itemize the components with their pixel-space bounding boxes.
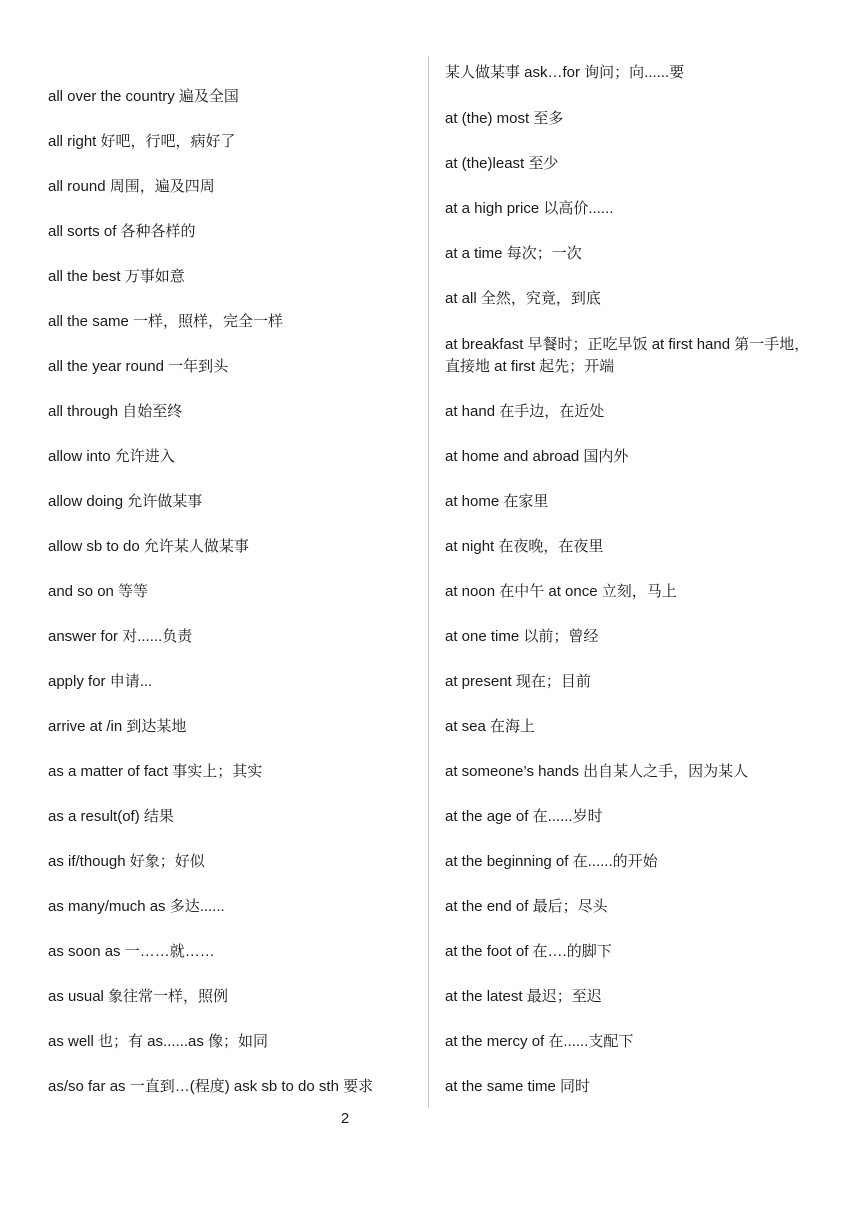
phrase-entry: at someone’s hands 出自某人之手，因为某人 bbox=[445, 763, 749, 780]
phrase-entry: at night 在夜晚，在夜里 bbox=[445, 538, 604, 555]
phrase-entry: at present 现在；目前 bbox=[445, 673, 591, 690]
phrase-entry: allow doing 允许做某事 bbox=[48, 493, 203, 510]
phrase-entry: at (the) most 至多 bbox=[445, 110, 564, 127]
phrase-entry: at a time 每次；一次 bbox=[445, 245, 582, 262]
phrase-entry: at a high price 以高价...... bbox=[445, 200, 614, 217]
phrase-entry: and so on 等等 bbox=[48, 583, 149, 600]
phrase-entry: all the best 万事如意 bbox=[48, 268, 185, 285]
phrase-entry: all through 自始至终 bbox=[48, 403, 183, 420]
phrase-entry: at all 全然，究竟，到底 bbox=[445, 290, 601, 307]
phrase-entry: at home 在家里 bbox=[445, 493, 549, 510]
phrase-entry: apply for 申请... bbox=[48, 673, 153, 690]
phrase-entry: at hand 在手边，在近处 bbox=[445, 403, 605, 420]
phrase-entry: all sorts of 各种各样的 bbox=[48, 223, 196, 240]
phrase-entry: all over the country 遍及全国 bbox=[48, 88, 239, 105]
phrase-entry: as/so far as 一直到…(程度) ask sb to do sth 要求 bbox=[48, 1078, 374, 1095]
phrase-entry: as soon as 一……就…… bbox=[48, 943, 215, 960]
phrase-entry: 某人做某事 ask…for 询问；向......要 bbox=[445, 64, 685, 81]
phrase-entry: at one time 以前；曾经 bbox=[445, 628, 599, 645]
phrase-entry: as usual 象往常一样，照例 bbox=[48, 988, 229, 1005]
phrase-entry: at (the)least 至少 bbox=[445, 155, 559, 172]
phrase-entry: at breakfast 早餐时；正吃早饭 at first hand 第一手地，直接地 at first 起先；开端 bbox=[445, 336, 810, 375]
phrase-entry: at sea 在海上 bbox=[445, 718, 536, 735]
phrase-entry: at the same time 同时 bbox=[445, 1078, 591, 1095]
phrase-entry: as a result(of) 结果 bbox=[48, 808, 174, 825]
phrase-entry: as many/much as 多达...... bbox=[48, 898, 225, 915]
phrase-entry: allow sb to do 允许某人做某事 bbox=[48, 538, 249, 555]
phrase-entry: as if/though 好象；好似 bbox=[48, 853, 205, 870]
phrase-entry: as a matter of fact 事实上；其实 bbox=[48, 763, 263, 780]
phrase-entry: as well 也；有 as......as 像；如同 bbox=[48, 1033, 269, 1050]
phrase-entry: at home and abroad 国内外 bbox=[445, 448, 629, 465]
phrase-entry: at the end of 最后；尽头 bbox=[445, 898, 608, 915]
phrase-entry: at the foot of 在….的脚下 bbox=[445, 943, 612, 960]
phrase-entry: all the same 一样，照样，完全一样 bbox=[48, 313, 284, 330]
phrase-entry: at the beginning of 在......的开始 bbox=[445, 853, 658, 870]
phrase-entry: at the age of 在......岁时 bbox=[445, 808, 603, 825]
phrase-entry: all round 周围，遍及四周 bbox=[48, 178, 215, 195]
phrase-entry: all the year round 一年到头 bbox=[48, 358, 229, 375]
phrase-entry: allow into 允许进入 bbox=[48, 448, 175, 465]
page-number: 2 bbox=[340, 1110, 350, 1127]
phrase-entry: at the mercy of 在......支配下 bbox=[445, 1033, 634, 1050]
phrase-entry: at the latest 最迟；至迟 bbox=[445, 988, 602, 1005]
phrase-entry: at noon 在中午 at once 立刻，马上 bbox=[445, 583, 677, 600]
phrase-entry: arrive at /in 到达某地 bbox=[48, 718, 187, 735]
phrase-entry: all right 好吧，行吧，病好了 bbox=[48, 133, 236, 150]
column-divider bbox=[428, 56, 429, 1108]
phrase-entry: answer for 对......负责 bbox=[48, 628, 193, 645]
